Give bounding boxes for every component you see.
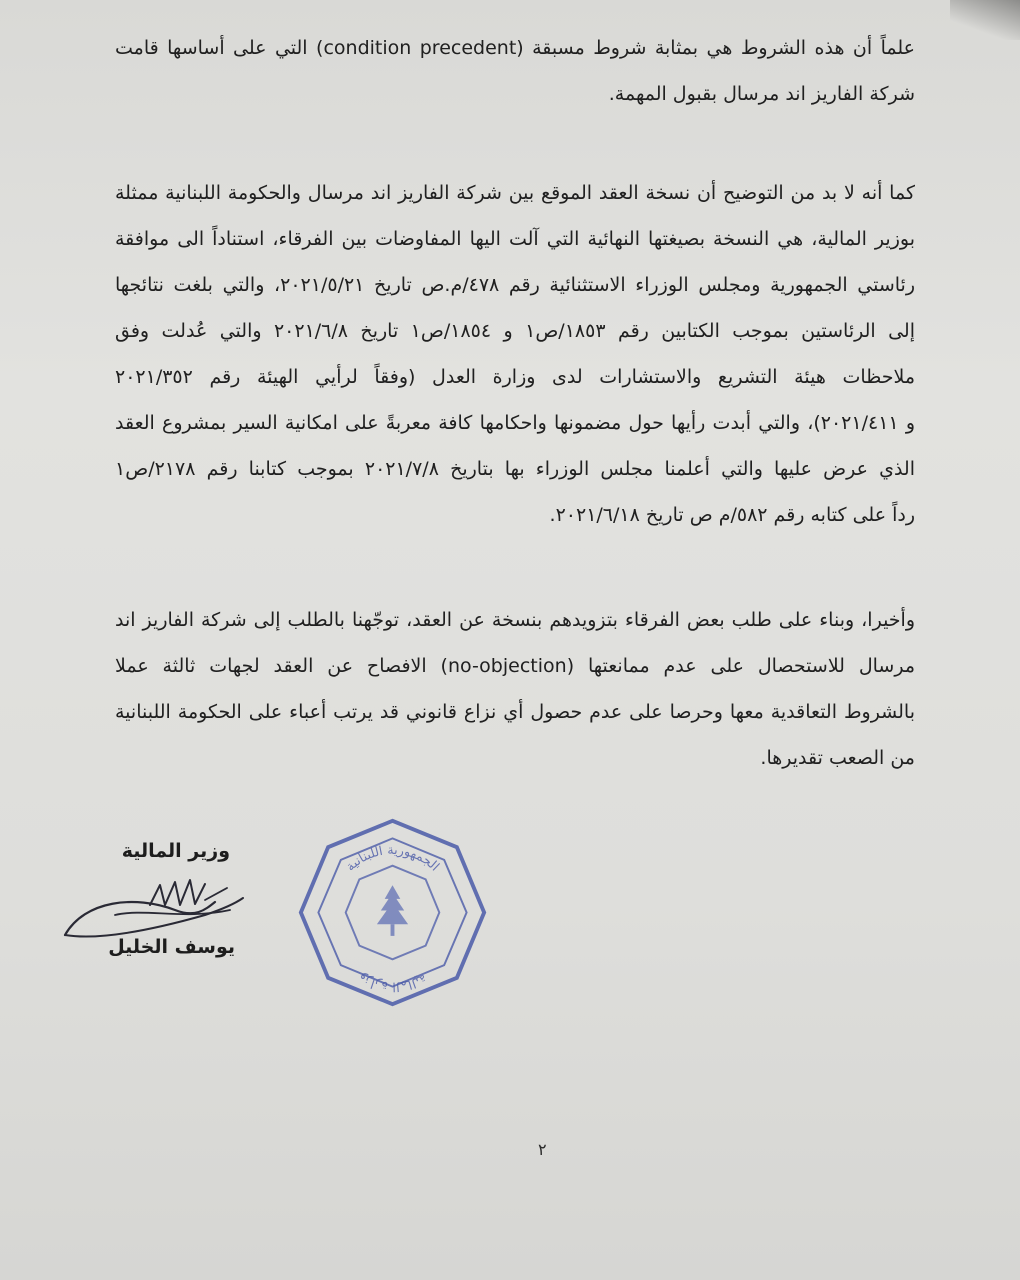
- text-line: بالشروط التعاقدية معها وحرصا على عدم حصول أي نزاع قانوني قد يرتب أعباء على الحكومة اللبنانية: [115, 701, 915, 723]
- text-line: من الصعب تقديرها.: [760, 747, 915, 769]
- paragraph-condition-precedent: [115, 25, 915, 117]
- signatory-name: يوسف الخليل: [108, 936, 235, 958]
- text-line: إلى الرئاستين بموجب الكتابين رقم ١٨٥٣/ص١ و ١٨٥٤/ص١ تاريخ ٢٠٢١/٦/٨ والتي عُدلت وفق: [115, 320, 915, 342]
- text-line: مرسال للاستحصال على عدم ممانعتها (no-objection) الافصاح عن العقد لجهات ثالثة عملا: [115, 655, 915, 677]
- text-line: كما أنه لا بد من التوضيح أن نسخة العقد الموقع بين شركة الفاريز اند مرسال والحكومة اللبنانية ممثلة: [115, 182, 915, 204]
- text-line: شركة الفاريز اند مرسال بقبول المهمة.: [608, 83, 915, 105]
- text-line: بوزير المالية، هي النسخة بصيغتها النهائية التي آلت اليها المفاوضات بين الفرقاء، استناداً الى موافقة: [115, 228, 915, 250]
- paragraph-contract-version: [115, 170, 915, 538]
- text-line: رئاستي الجمهورية ومجلس الوزراء الاستثنائية رقم ٤٧٨/م.ص تاريخ ٢٠٢١/٥/٢١، والتي بلغت نتائجها: [115, 274, 915, 296]
- page-corner-shadow: [950, 0, 1020, 40]
- text-line: و ٢٠٢١/٤١١)، والتي أبدت رأيها حول مضمونها واحكامها كافة معربةً على امكانية السير بمشروع العقد: [115, 412, 915, 434]
- ministry-seal-stamp: [295, 815, 490, 1010]
- text-line: رداً على كتابه رقم ٥٨٢/م ص تاريخ ٢٠٢١/٦/١٨.: [549, 504, 915, 526]
- paragraph-no-objection: [115, 597, 915, 781]
- signatory-title: وزير المالية: [121, 840, 230, 862]
- text-line: الذي عرض عليها والتي أعلمنا مجلس الوزراء بها بتاريخ ٢٠٢١/٧/٨ بموجب كتابنا رقم ٢١٧٨/ص١: [115, 458, 915, 480]
- cedar-tree-icon: [377, 885, 408, 936]
- stamp-text-bottom: وزارة المالية: [355, 971, 430, 995]
- text-line: علماً أن هذه الشروط هي بمثابة شروط مسبقة (condition precedent) التي على أساسها قامت: [115, 37, 915, 59]
- page-number: ٢: [538, 1140, 547, 1159]
- text-line: ملاحظات هيئة التشريع والاستشارات لدى وزارة العدل (وفقاً لرأيي الهيئة رقم ٢٠٢١/٣٥٢: [115, 366, 915, 388]
- stamp-text-top: الجمهورية اللبنانية: [342, 841, 443, 874]
- text-line: وأخيرا، وبناء على طلب بعض الفرقاء بتزويدهم بنسخة عن العقد، توجّهنا بالطلب إلى شركة الفاريز اند: [115, 609, 915, 631]
